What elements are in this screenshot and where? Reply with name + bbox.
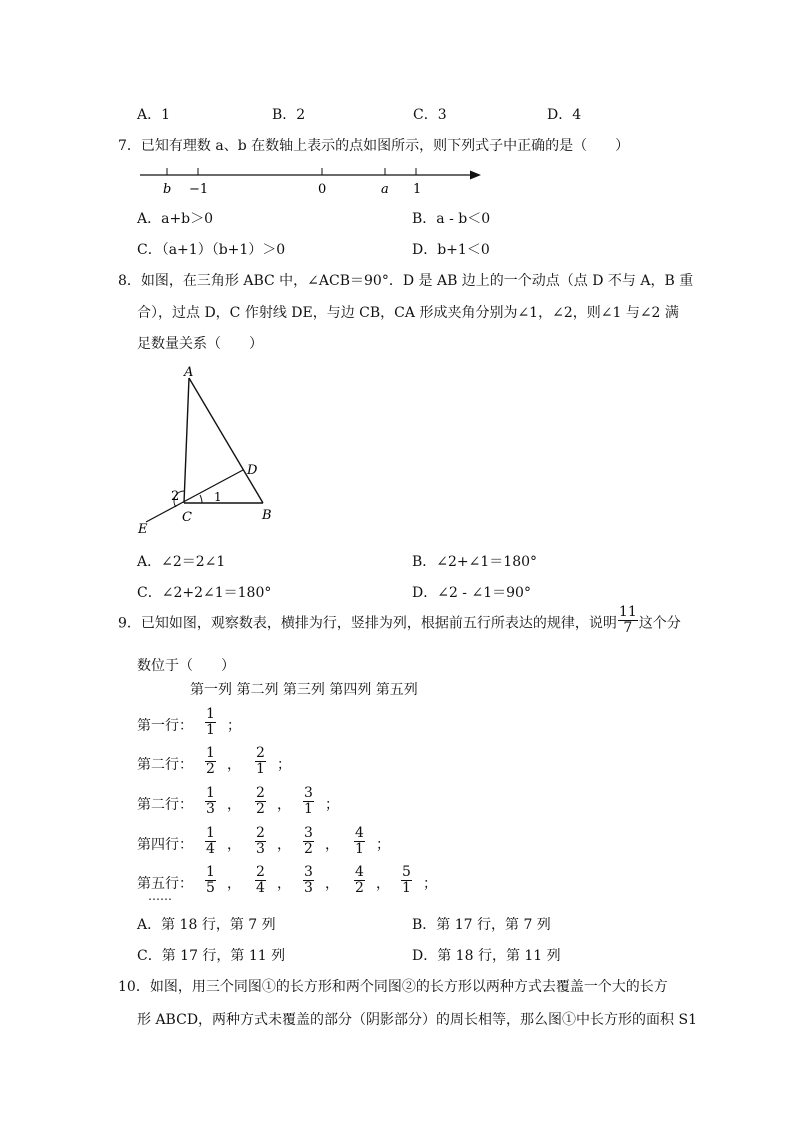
fraction-numerator: 1 (206, 825, 215, 841)
q9-table-fraction (255, 786, 266, 817)
label-one: 1 (413, 182, 422, 197)
q9-row-label: 第二行： (137, 797, 193, 813)
q9-ellipsis: …… (148, 889, 172, 903)
triangle-figure (130, 360, 290, 540)
fraction-denominator: 2 (256, 801, 265, 817)
row-end-mark: ； (423, 876, 437, 892)
fraction-numerator: 1 (206, 706, 215, 722)
q9-table-fraction (205, 707, 216, 738)
q8-stem-line3: 足数量关系（ ） (137, 336, 263, 352)
q9-table-fraction (303, 826, 314, 857)
fraction-numerator: 3 (304, 864, 313, 880)
q9-target-fraction (618, 605, 638, 636)
segment-ab (189, 378, 263, 503)
fraction-separator: ， (277, 837, 291, 853)
q9-table-fraction (401, 865, 412, 896)
q7-option-a: A．a+b＞0 (137, 211, 214, 227)
fraction-separator: ， (227, 797, 241, 813)
row-end-mark: ； (325, 797, 339, 813)
q9-row-label: 第一行： (137, 718, 193, 734)
label-a: a (381, 182, 389, 197)
label-b: b (163, 182, 172, 197)
point-c-label: C (182, 510, 192, 525)
fraction-separator: ， (277, 797, 291, 813)
q9-table-fraction (303, 786, 314, 817)
q6-option-b: B．2 (272, 107, 306, 123)
q7-stem: 7．已知有理数 a、b 在数轴上表示的点如图所示，则下列式子中正确的是（ ） (118, 138, 630, 154)
fraction-denominator: 3 (256, 841, 265, 857)
q10-stem-line1: 10．如图，用三个同图①的长方形和两个同图②的长方形以两种方式去覆盖一个大的长方 (118, 979, 668, 995)
label-neg1: −1 (189, 182, 209, 197)
q9-option-a: A．第 18 行，第 7 列 (137, 917, 276, 933)
fraction-denominator: 1 (355, 841, 364, 857)
q9-table-fraction (354, 865, 365, 896)
angle-1-arc (200, 495, 202, 503)
angle-1-label: 1 (214, 490, 222, 504)
fraction-separator: ， (277, 876, 291, 892)
fraction-denominator: 3 (304, 880, 313, 896)
fraction-denominator: 4 (206, 841, 215, 857)
q9-stem-line1 (118, 604, 681, 636)
label-zero: 0 (318, 182, 327, 197)
q9-target-numerator: 11 (618, 604, 637, 620)
fraction-numerator: 2 (256, 745, 265, 761)
q9-stem-post: 这个分 (638, 615, 681, 632)
q9-stem-line2: 数位于（ ） (137, 658, 235, 674)
number-line-arrow (470, 171, 481, 180)
fraction-denominator: 1 (206, 722, 215, 738)
q9-option-d: D．第 18 行，第 11 列 (412, 948, 561, 964)
row-end-mark: ； (227, 718, 241, 734)
q9-table-header: 第一列 第二列 第三列 第四列 第五列 (190, 682, 418, 698)
q7-option-b: B．a - b＜0 (412, 211, 491, 227)
row-end-mark: ； (376, 837, 390, 853)
point-b-label: B (262, 508, 272, 523)
segment-ac (184, 378, 189, 503)
angle-2-label: 2 (171, 489, 180, 504)
q9-table-fraction (303, 865, 314, 896)
fraction-denominator: 1 (304, 801, 313, 817)
fraction-numerator: 1 (206, 864, 215, 880)
fraction-separator: ， (227, 757, 241, 773)
fraction-numerator: 3 (304, 825, 313, 841)
fraction-numerator: 4 (355, 825, 364, 841)
q8-stem-line1: 8．如图，在三角形 ABC 中，∠ACB＝90°．D 是 AB 边上的一个动点（点 D 不与 A，B 重 (118, 273, 694, 289)
q8-option-b: B．∠2+∠1＝180° (412, 554, 538, 570)
fraction-numerator: 2 (256, 825, 265, 841)
fraction-separator: ， (325, 837, 339, 853)
fraction-numerator: 2 (256, 864, 265, 880)
fraction-denominator: 5 (206, 880, 215, 896)
q10-stem-line2: 形 ABCD，两种方式未覆盖的部分（阴影部分）的周长相等，那么图①中长方形的面积 S1 (137, 1012, 697, 1028)
q9-option-b: B．第 17 行，第 7 列 (412, 917, 551, 933)
fraction-separator: ， (227, 876, 241, 892)
q9-table-fraction (354, 826, 365, 857)
q9-table-fraction (255, 746, 266, 777)
fraction-numerator: 4 (355, 864, 364, 880)
fraction-separator: ， (376, 876, 390, 892)
ray-de (146, 470, 243, 522)
point-d-label: D (247, 463, 258, 478)
q9-table-fraction (205, 786, 216, 817)
fraction-denominator: 3 (206, 801, 215, 817)
q6-option-d: D．4 (547, 107, 582, 123)
q8-option-a: A．∠2＝2∠1 (137, 554, 226, 570)
fraction-numerator: 1 (206, 745, 215, 761)
q9-table-fraction (205, 865, 216, 896)
fraction-numerator: 5 (402, 864, 411, 880)
q9-row-label: 第二行： (137, 757, 193, 773)
fraction-denominator: 4 (256, 880, 265, 896)
number-line-figure (135, 163, 490, 198)
q9-target-denominator: 7 (623, 620, 633, 636)
q9-table-fraction (255, 826, 266, 857)
q7-option-d: D．b+1＜0 (412, 242, 490, 258)
fraction-denominator: 2 (304, 841, 313, 857)
q9-table-fraction (205, 826, 216, 857)
q9-option-c: C．第 17 行，第 11 列 (137, 948, 286, 964)
point-a-label: A (184, 365, 194, 380)
point-e-label: E (138, 522, 148, 537)
fraction-denominator: 1 (256, 761, 265, 777)
fraction-separator: ， (325, 876, 339, 892)
q9-row-label: 第五行： (137, 876, 193, 892)
q9-table-fraction (205, 746, 216, 777)
q6-option-a: A．1 (137, 107, 171, 123)
fraction-denominator: 2 (355, 880, 364, 896)
fraction-numerator: 2 (256, 785, 265, 801)
fraction-denominator: 1 (402, 880, 411, 896)
q9-stem-pre: 9．已知如图，观察数表，横排为行，竖排为列，根据前五行所表达的规律，说明 (118, 615, 617, 632)
fraction-separator: ， (227, 837, 241, 853)
q9-row-label: 第四行： (137, 837, 193, 853)
q6-option-c: C．3 (413, 107, 447, 123)
q8-stem-line2: 合），过点 D，C 作射线 DE，与边 CB，CA 形成夹角分别为∠1，∠2，则∠1 与∠2 满 (137, 305, 679, 321)
q8-option-c: C．∠2+2∠1＝180° (137, 585, 272, 601)
row-end-mark: ； (277, 757, 291, 773)
fraction-denominator: 2 (206, 761, 215, 777)
fraction-numerator: 1 (206, 785, 215, 801)
q9-table-fraction (255, 865, 266, 896)
fraction-numerator: 3 (304, 785, 313, 801)
q8-option-d: D．∠2 - ∠1＝90° (412, 585, 531, 601)
q7-option-c: C．（a+1）（b+1）＞0 (137, 242, 286, 258)
